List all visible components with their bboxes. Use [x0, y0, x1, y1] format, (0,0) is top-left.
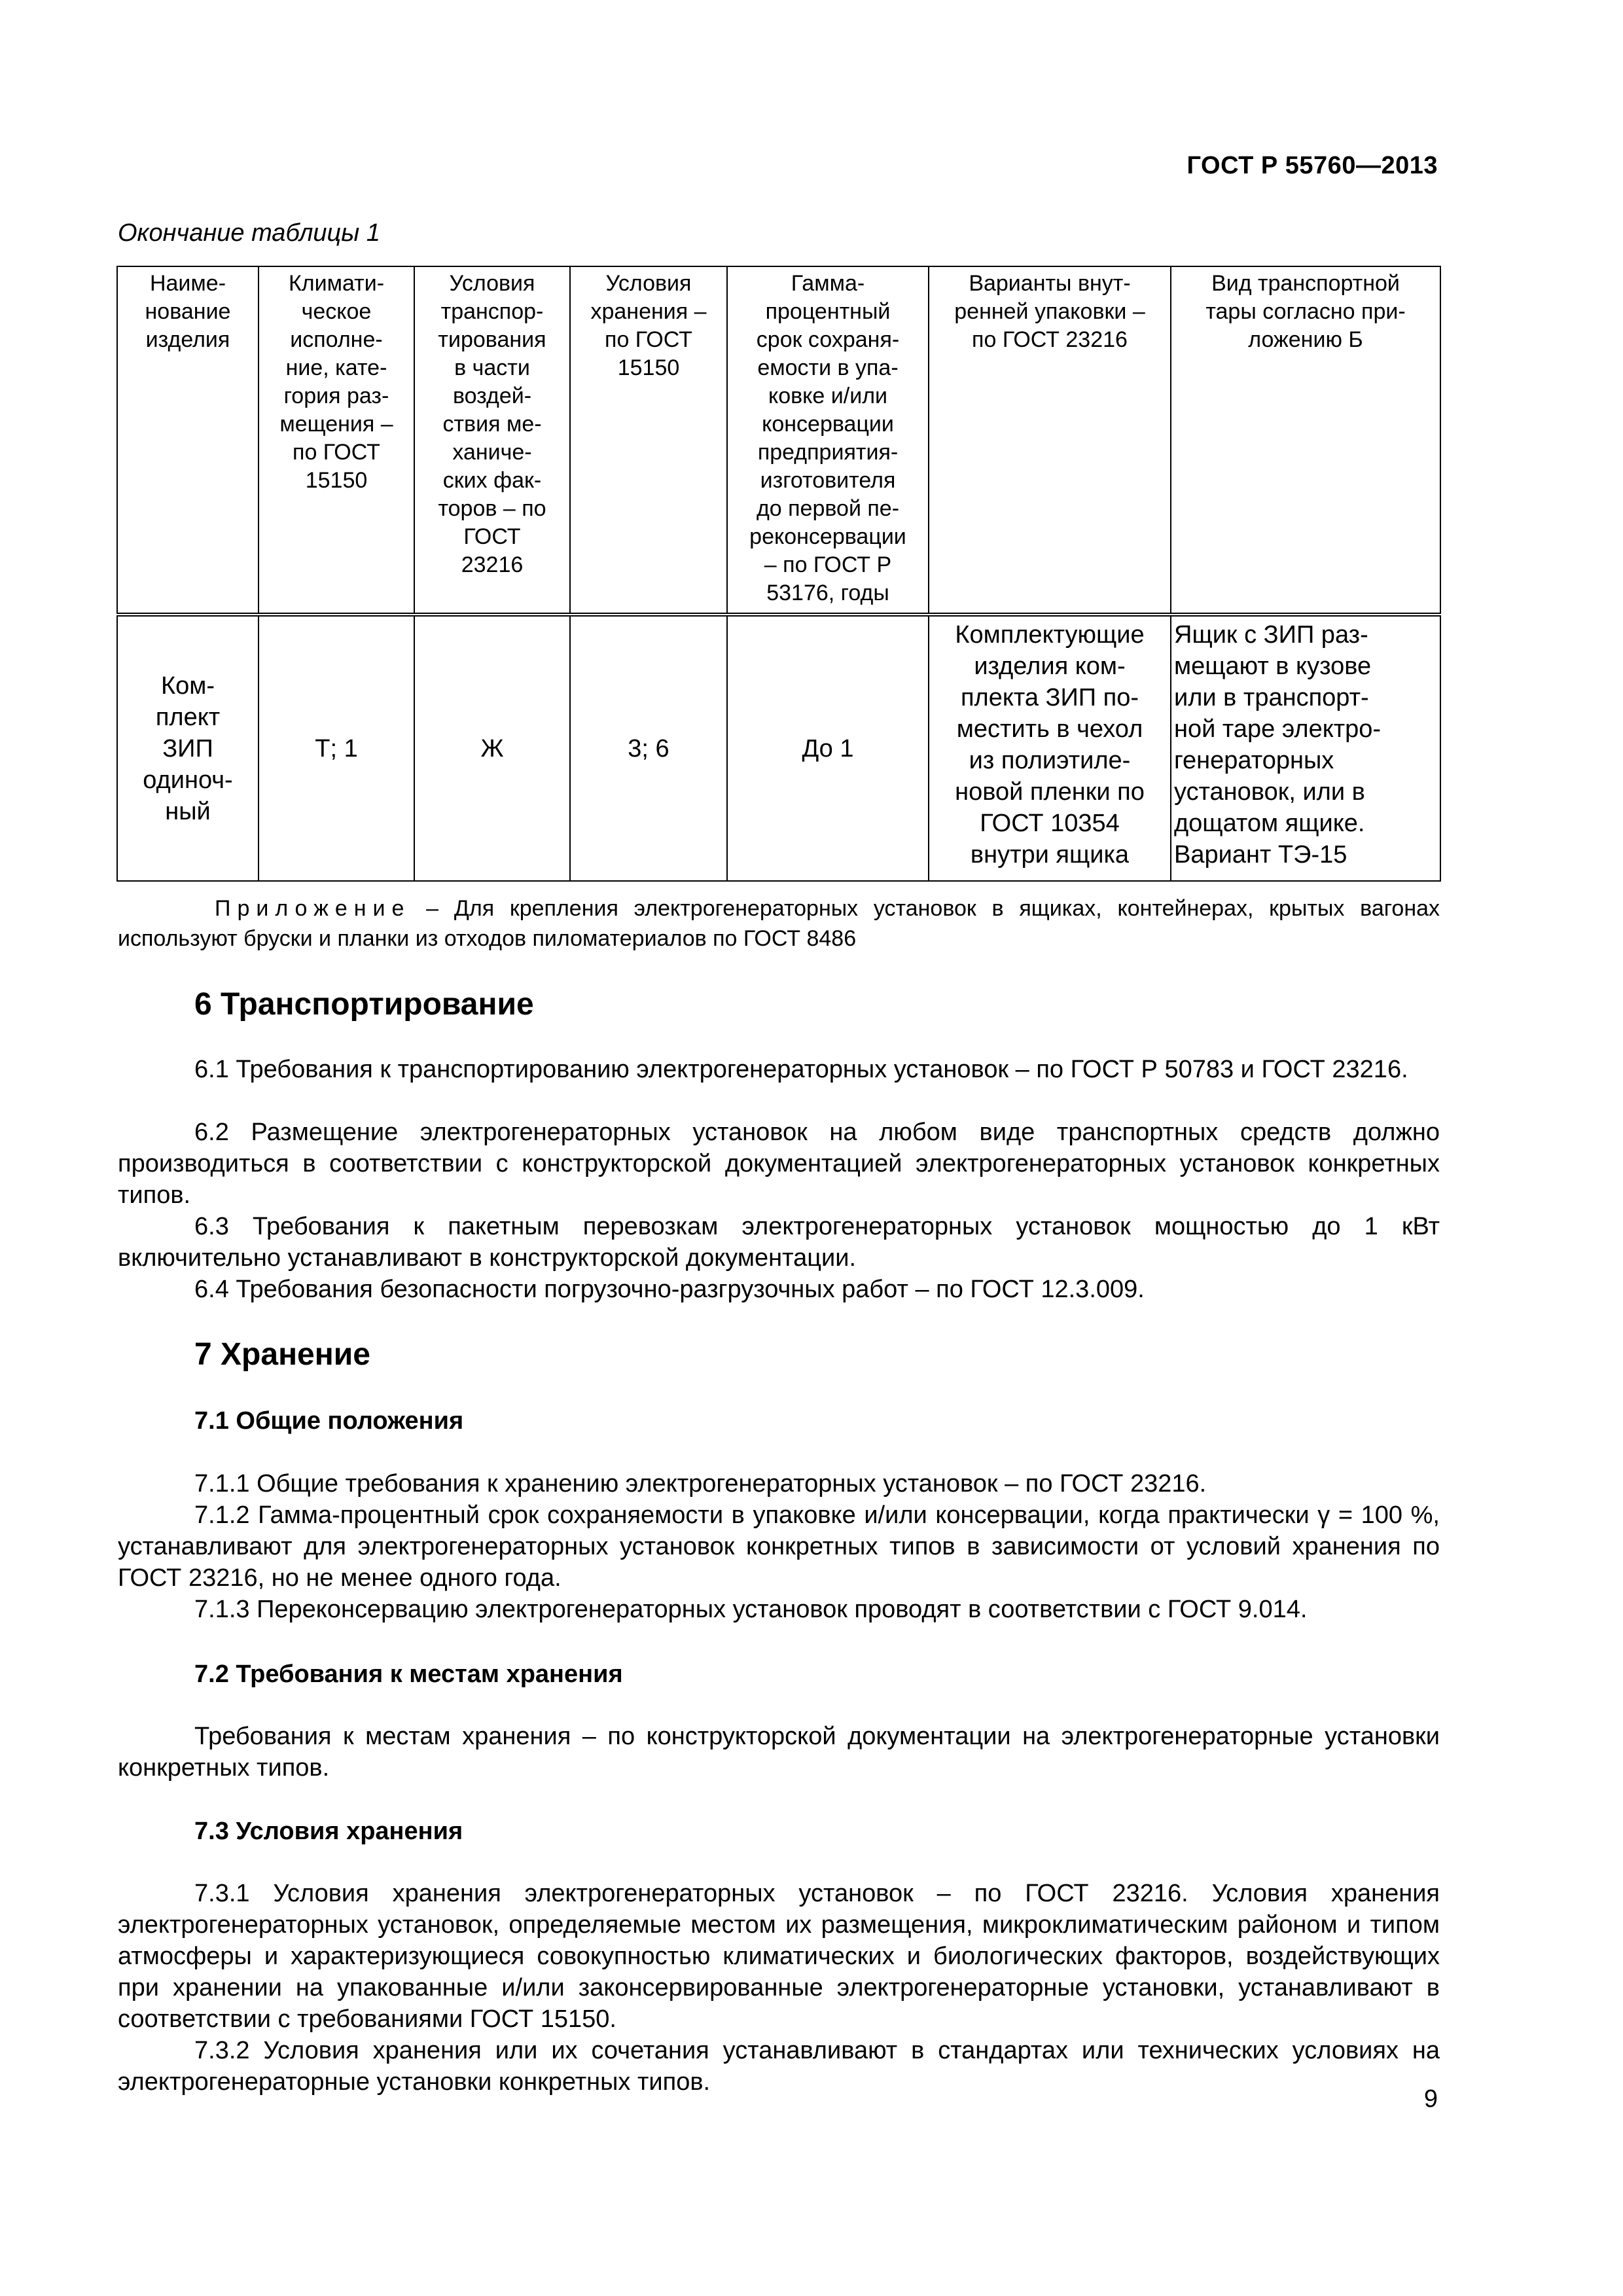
subsection-heading: 7.2 Требования к местам хранения: [194, 1660, 623, 1688]
paragraph: 7.3.2 Условия хранения или их сочетания устанавливают в стандартах или технических условиях на электрогенераторные установки конкретных типов.: [118, 2037, 1440, 2096]
table-cell: Т; 1: [259, 615, 414, 881]
table-note: [118, 893, 1440, 954]
note-text: – Для крепления электрогенераторных установок в ящиках, контейнерах, крытых вагонах используют бруски и планки из отходов пиломатериалов по ГОСТ 8486: [118, 896, 1440, 951]
table-cell: Ком- плект ЗИП одиноч- ный: [117, 615, 259, 881]
note-label: Приложение: [215, 896, 411, 921]
paragraph: 7.1.1 Общие требования к хранению электрогенераторных установок – по ГОСТ 23216.: [194, 1470, 1207, 1498]
column-header: Условия хранения – по ГОСТ 15150: [570, 266, 727, 615]
section-heading: 6 Транспортирование: [194, 987, 534, 1022]
table-row: [117, 615, 1440, 881]
paragraph: 6.1 Требования к транспортированию электрогенераторных установок – по ГОСТ Р 50783 и ГОСТ 23216.: [194, 1056, 1408, 1083]
section-heading: 7 Хранение: [194, 1337, 370, 1372]
column-header: Гамма- процентный срок сохраня- емости в упа- ковке и/или консервации предприятия- изготовителя до первой пе- реконсервации – по ГОСТ Р 53176, годы: [727, 266, 929, 615]
paragraph: 6.2 Размещение электрогенераторных установок на любом виде транспортных средств должно производиться в соответствии с конструкторской документацией электрогенераторных установок конкретных типов.: [118, 1119, 1440, 1209]
subsection-heading: 7.3 Условия хранения: [194, 1818, 463, 1845]
table-cell: 3; 6: [570, 615, 727, 881]
column-header: Варианты внут- ренней упаковки – по ГОСТ 23216: [929, 266, 1171, 615]
column-header: Наиме- нование изделия: [117, 266, 259, 615]
paragraph: 7.3.1 Условия хранения электрогенераторных установок – по ГОСТ 23216. Условия хранения электрогенераторных установок, определяемые местом их размещения, микроклиматическим районом и типом атмосферы и характеризующиеся совокупностью климатических и биологических факторов, воздействующих при хранении на упакованные и/или законсервированные электрогенераторные установки, устанавливают в соответствии с требованиями ГОСТ 15150.: [118, 1880, 1440, 2033]
table-cell: Ж: [414, 615, 570, 881]
table-caption: Окончание таблицы 1: [118, 219, 380, 247]
paragraph: 7.1.2 Гамма-процентный срок сохраняемости в упаковке и/или консервации, когда практически γ = 100 %, устанавливают для электрогенераторных установок конкретных типов в зависимости от условий хранения по ГОСТ 23216, но не менее одного года.: [118, 1501, 1440, 1592]
specification-table: [116, 266, 1441, 882]
table-cell: До 1: [727, 615, 929, 881]
table-cell: Ящик с ЗИП раз- мещают в кузове или в транспорт- ной таре электро- генераторных установок, или в дощатом ящике. Вариант ТЭ-15: [1171, 615, 1440, 881]
table-cell: Комплектующие изделия ком- плекта ЗИП по- местить в чехол из полиэтиле- новой пленки по ГОСТ 10354 внутри ящика: [929, 615, 1171, 881]
document-header: ГОСТ Р 55760—2013: [1186, 152, 1438, 179]
page-number: 9: [1423, 2085, 1438, 2113]
subsection-heading: 7.1 Общие положения: [194, 1407, 464, 1435]
paragraph: 7.1.3 Переконсервацию электрогенераторных установок проводят в соответствии с ГОСТ 9.014.: [194, 1596, 1308, 1623]
column-header: Условия транспор- тирования в части воздей- ствия ме- ханиче- ских фак- торов – по ГОСТ 23216: [414, 266, 570, 615]
paragraph: 6.3 Требования к пакетным перевозкам электрогенераторных установок мощностью до 1 кВт включительно устанавливают в конструкторской документации.: [118, 1213, 1440, 1272]
paragraph: 6.4 Требования безопасности погрузочно-разгрузочных работ – по ГОСТ 12.3.009.: [194, 1276, 1145, 1303]
table-header-row: [117, 266, 1440, 615]
column-header: Климати- ческое исполне- ние, кате- гория раз- мещения – по ГОСТ 15150: [259, 266, 414, 615]
column-header: Вид транспортной тары согласно при- ложению Б: [1171, 266, 1440, 615]
paragraph: Требования к местам хранения – по конструкторской документации на электрогенераторные установки конкретных типов.: [118, 1723, 1440, 1782]
